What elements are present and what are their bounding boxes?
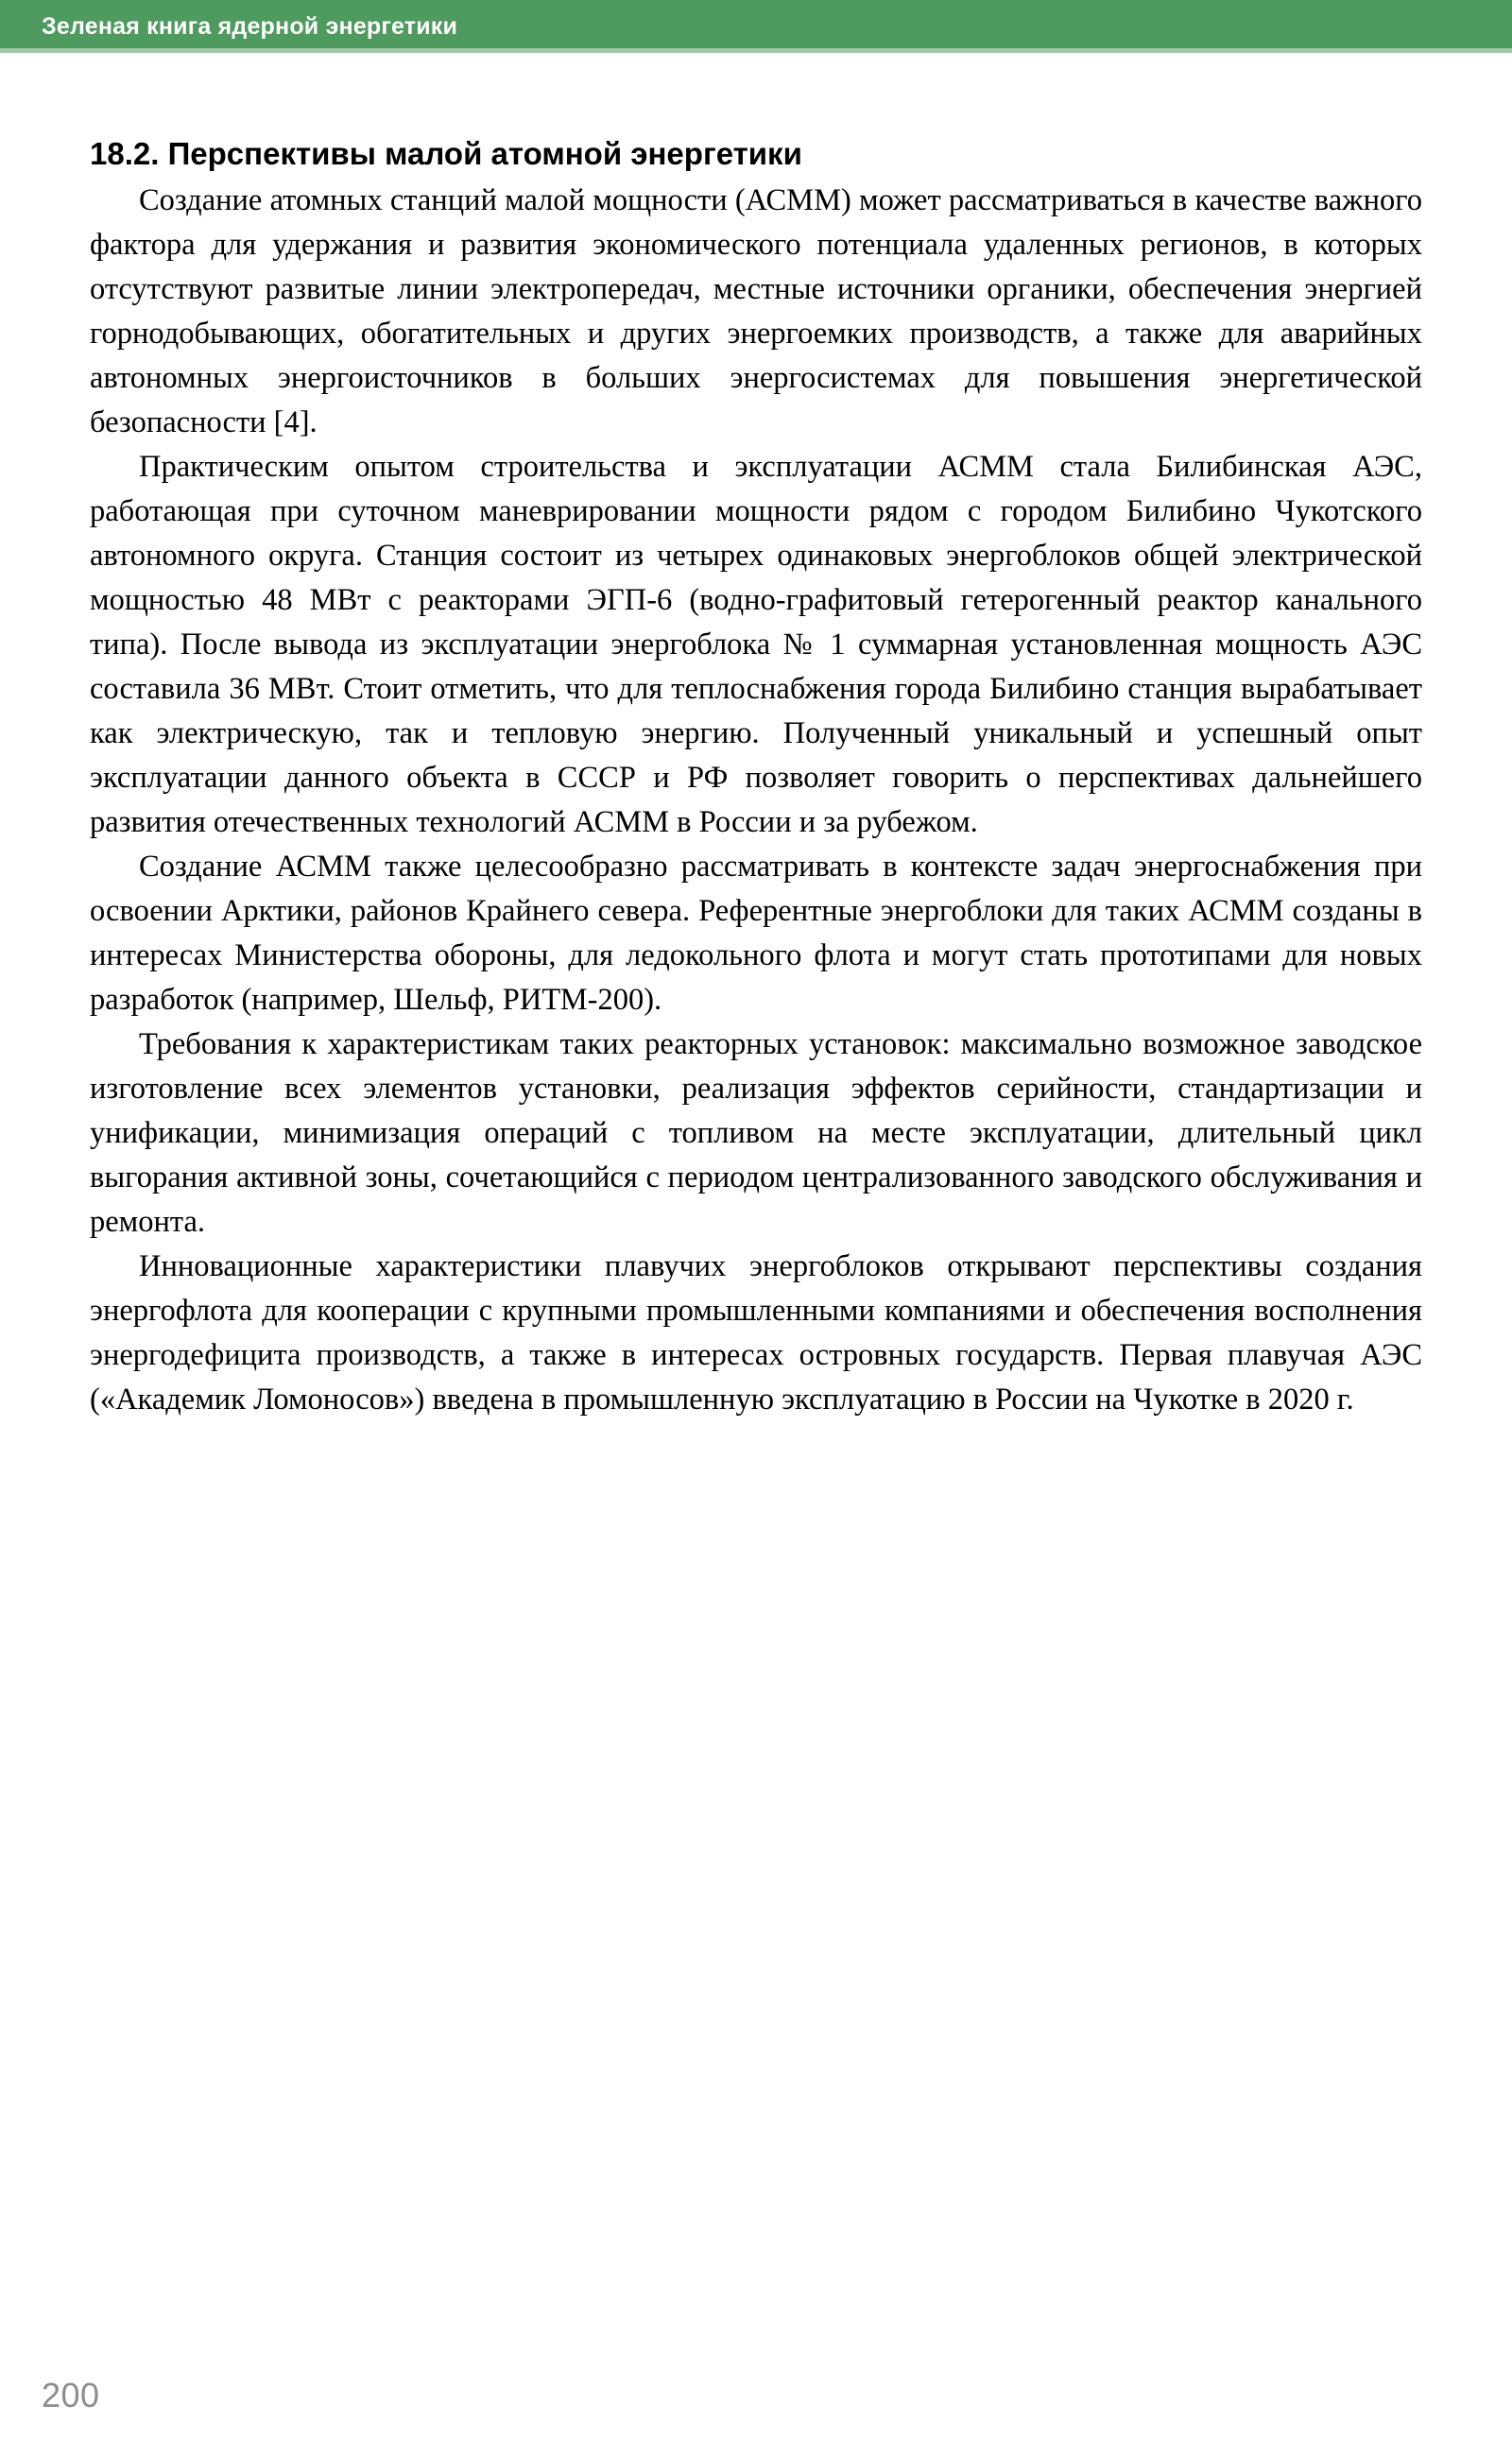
paragraph: Инновационные характеристики плавучих энергоблоков открывают перспективы создания энергофлота для кооперации с крупными промышленными компаниями и обеспечения восполнения энергодефицита производств, а также в интересах островных государств. Первая плавучая АЭС («Академик Ломоносов») введена в промышленную эксплуатацию в России на Чукотке в 2020 г. — [90, 1249, 1422, 1418]
page-number: 200 — [42, 2376, 100, 2414]
page-content — [0, 53, 1512, 1422]
section-title: Перспективы малой атомной энергетики — [167, 136, 802, 171]
running-header — [0, 0, 1512, 53]
section-heading — [90, 134, 1422, 173]
paragraph: Создание АСММ также целесообразно рассматривать в контексте задач энергоснабжения при освоении Арктики, районов Крайнего севера. Референтные энергоблоки для таких АСММ созданы в интересах Министерства обороны, для ледокольного флота и могут стать прототипами для новых разработок (например, Шельф, РИТМ-200). — [90, 850, 1422, 1018]
running-header-title: Зеленая книга ядерной энергетики — [42, 12, 458, 40]
section-number: 18.2. — [90, 136, 160, 171]
paragraph: Создание атомных станций малой мощности (АСММ) может рассматриваться в качестве важного фактора для удержания и развития экономического потенциала удаленных регионов, в которых отсутствуют развитые линии электропередач, местные источники органики, обеспечения энергией горнодобывающих, обогатительных и других энергоемких производств, а также для аварийных автономных энергоисточников в больших энергосистемах для повышения энергетической безопасности [4]. — [90, 183, 1422, 440]
paragraph: Требования к характеристикам таких реакторных установок: максимально возможное заводское изготовление всех элементов установки, реализация эффектов серийности, стандартизации и унификации, минимизация операций с топливом на месте эксплуатации, длительный цикл выгорания активной зоны, сочетающийся с периодом централизованного заводского обслуживания и ремонта. — [90, 1027, 1422, 1240]
paragraph: Практическим опытом строительства и эксплуатации АСММ стала Билибинская АЭС, работающая при суточном маневрировании мощности рядом с городом Билибино Чукотского автономного округа. Станция состоит из четырех одинаковых энергоблоков общей электрической мощностью 48 МВт с реакторами ЭГП-6 (водно-графитовый гетерогенный реактор канального типа). После вывода из эксплуатации энергоблока № 1 суммарная установленная мощность АЭС составила 36 МВт. Стоит отметить, что для теплоснабжения города Билибино станция вырабатывает как электрическую, так и тепловую энергию. Полученный уникальный и успешный опыт эксплуатации данного объекта в СССР и РФ позволяет говорить о перспективах дальнейшего развития отечественных технологий АСММ в России и за рубежом. — [90, 450, 1422, 840]
